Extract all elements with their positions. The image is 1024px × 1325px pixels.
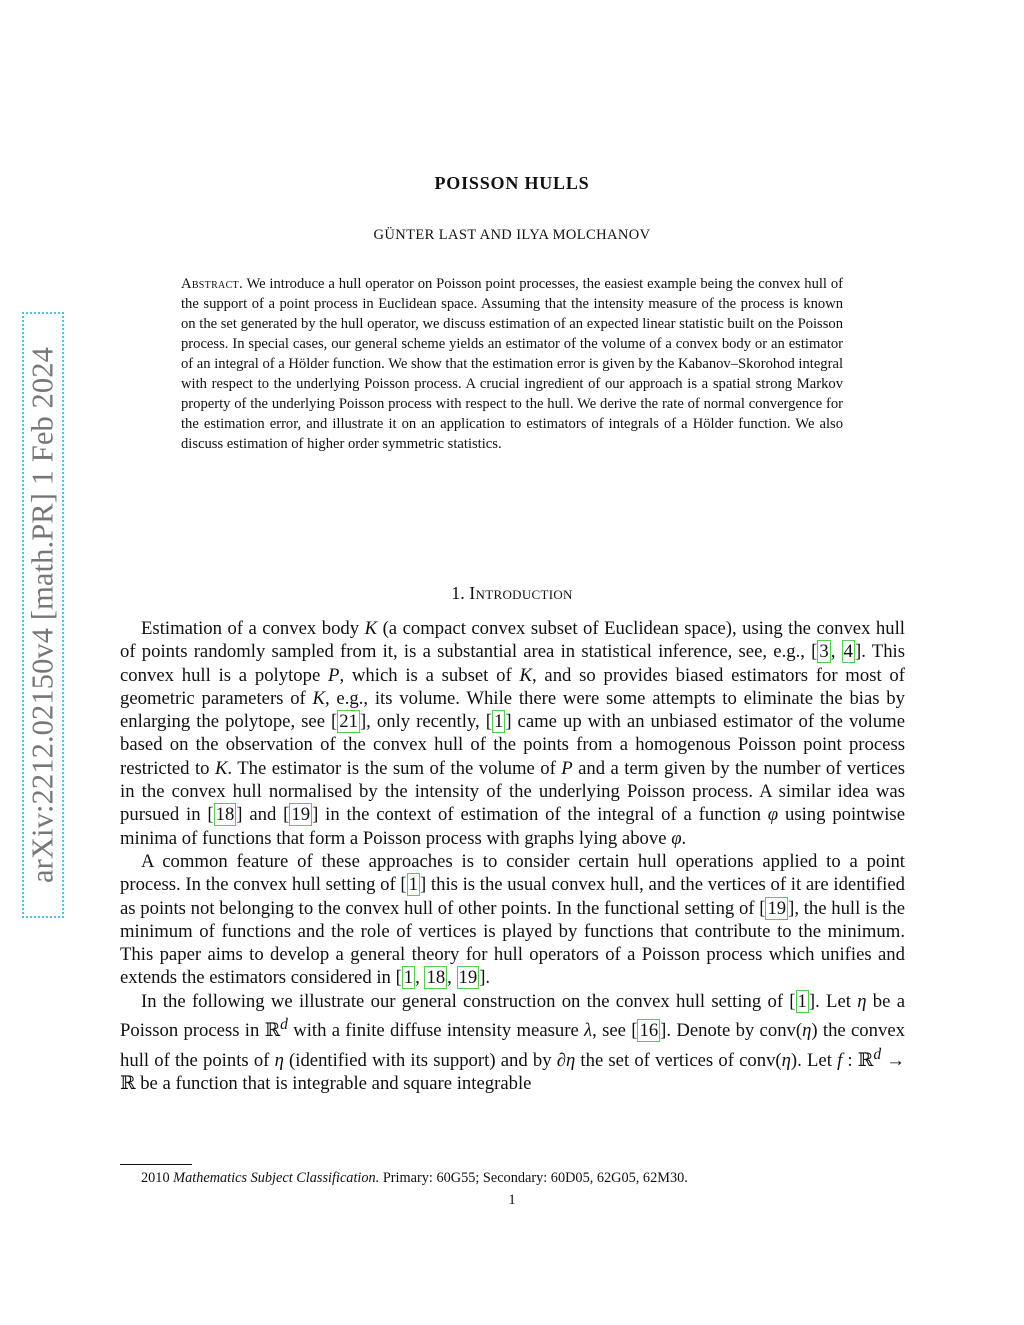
math-map: : ℝ$^d$ → ℝ bbox=[120, 1045, 905, 1095]
section-heading bbox=[0, 583, 1024, 604]
arxiv-stamp[interactable] bbox=[22, 312, 64, 918]
math-K: K bbox=[519, 664, 532, 686]
math-P: P bbox=[561, 757, 573, 779]
citation-link[interactable]: 1 bbox=[403, 967, 414, 989]
math-phi: φ bbox=[671, 827, 682, 849]
footnote-label: Mathematics Subject Classification. bbox=[173, 1170, 380, 1186]
abstract-label: Abstract. bbox=[181, 276, 243, 292]
math-K: K bbox=[214, 757, 228, 779]
citation-link[interactable]: 19 bbox=[291, 804, 311, 826]
math-eta: η bbox=[274, 1049, 284, 1071]
abstract bbox=[181, 274, 843, 454]
footnote-rule bbox=[120, 1164, 192, 1165]
citation-link[interactable]: 1 bbox=[408, 874, 418, 896]
citation-link[interactable]: 19 bbox=[458, 967, 478, 989]
body-text bbox=[120, 617, 905, 1095]
paragraph-2: A common feature of these approaches is to consider certain hull operations applied to a point process. In the convex hull setting of [ 1 ] this is the usual convex hull, and the vertices of it are identified as points not belonging to the convex hull of other points. In the functional setting of [ 19 ], the hull is the minimum of functions and the role of vertices is played by functions that contribute to the minimum. This paper aims to develop a general theory for hull operators of a Poisson process which unifies and extends the estimators considered in [ 1 , 18 , 19 ]. bbox=[120, 850, 905, 989]
math-f: f bbox=[837, 1049, 843, 1071]
citation-link[interactable]: 18 bbox=[426, 967, 446, 989]
arxiv-identifier[interactable]: arXiv:2212.02150v4 [math.PR] 1 Feb 2024 bbox=[25, 347, 60, 883]
citation-link[interactable]: 4 bbox=[843, 641, 853, 663]
math-P: P bbox=[328, 664, 340, 686]
math-Rd: ℝ$^d$ bbox=[264, 1016, 288, 1042]
section-title: Introduction bbox=[469, 583, 573, 603]
citation-link[interactable]: 19 bbox=[767, 897, 787, 919]
math-phi: φ bbox=[767, 804, 779, 826]
paper-title: POISSON HULLS bbox=[434, 173, 590, 193]
paragraph-1: Estimation of a convex body K (a compact convex subset of Euclidean space), using the convex hull of points randomly sampled from it, is a substantial area in statistical inference, see, e.g., [ 3 , 4 ]. This convex hull is a polytope P, which is a subset of K, and so provides biased estimators for most of geometric parameters of K, e.g., its volume. While there were some attempts to eliminate the bias by enlarging the polytope, see [ 21 ], only recently, [ 1 ] came up with an unbiased estimator of the volume based on the observation of the convex hull of the points from a homogenous Poisson point process restricted to K. The estimator is the sum of the volume of P and a term given by the number of vertices in the convex hull normalised by the intensity of the underlying Poisson process. A similar idea was pursued in [ 18 ] and [ 19 ] in the context of estimation of the integral of a function φ using pointwise minima of functions that form a Poisson process with graphs lying above φ. bbox=[120, 618, 906, 849]
citation-link[interactable]: 1 bbox=[493, 711, 504, 733]
citation-link[interactable]: 16 bbox=[639, 1020, 659, 1042]
paper-authors: GÜNTER LAST AND ILYA MOLCHANOV bbox=[373, 227, 651, 243]
math-K: K bbox=[364, 618, 378, 639]
citation-link[interactable]: 18 bbox=[215, 804, 235, 826]
paragraph-3: In the following we illustrate our general construction on the convex hull setting of [ 1 ]. Let η be a Poisson process in ℝ$^d$ with a finite diffuse intensity measure λ, see [ 16 ]. Denote by conv(η) the convex hull of the points of η (identified with its support) and by ∂η the set of vertices of conv(η). Let f : ℝ$^d$ → ℝ be a function that is integrable and square integrable bbox=[120, 990, 906, 1095]
citation-link[interactable]: 21 bbox=[339, 711, 358, 733]
page-number: 1 bbox=[508, 1192, 516, 1208]
math-K: K bbox=[312, 687, 325, 709]
abstract-text: We introduce a hull operator on Poisson point processes, the easiest example being the convex hull of the support of a point process in Euclidean space. Assuming that the intensity measure of the process is known on the set generated by the hull operator, we discuss estimation of an expected linear statistic built on the Poisson process. In special cases, our general scheme yields an estimator of the volume of a convex body or an estimator of an integral of a Hölder function. We show that the estimation error is given by the Kabanov–Skorohod integral with respect to the underlying Poisson process. A crucial ingredient of our approach is a spatial strong Markov property of the underlying Poisson process with respect to the hull. We derive the rate of normal convergence for the estimation error, and illustrate it on an application to estimators of integrals of a Hölder function. We also discuss estimation of higher order symmetric statistics. bbox=[181, 276, 843, 452]
math-partial-eta: ∂η bbox=[556, 1049, 576, 1071]
math-lambda: λ bbox=[584, 1020, 593, 1042]
math-eta: η bbox=[781, 1049, 791, 1071]
footnote: 2010 Mathematics Subject Classification. Primary: 60G55; Secondary: 60D05, 62G05, 62M30. bbox=[141, 1170, 688, 1186]
math-eta: η bbox=[857, 990, 867, 1012]
section-number: 1. bbox=[451, 583, 465, 603]
citation-link[interactable]: 3 bbox=[819, 641, 829, 663]
math-eta: η bbox=[802, 1020, 812, 1042]
citation-link[interactable]: 1 bbox=[797, 990, 807, 1012]
